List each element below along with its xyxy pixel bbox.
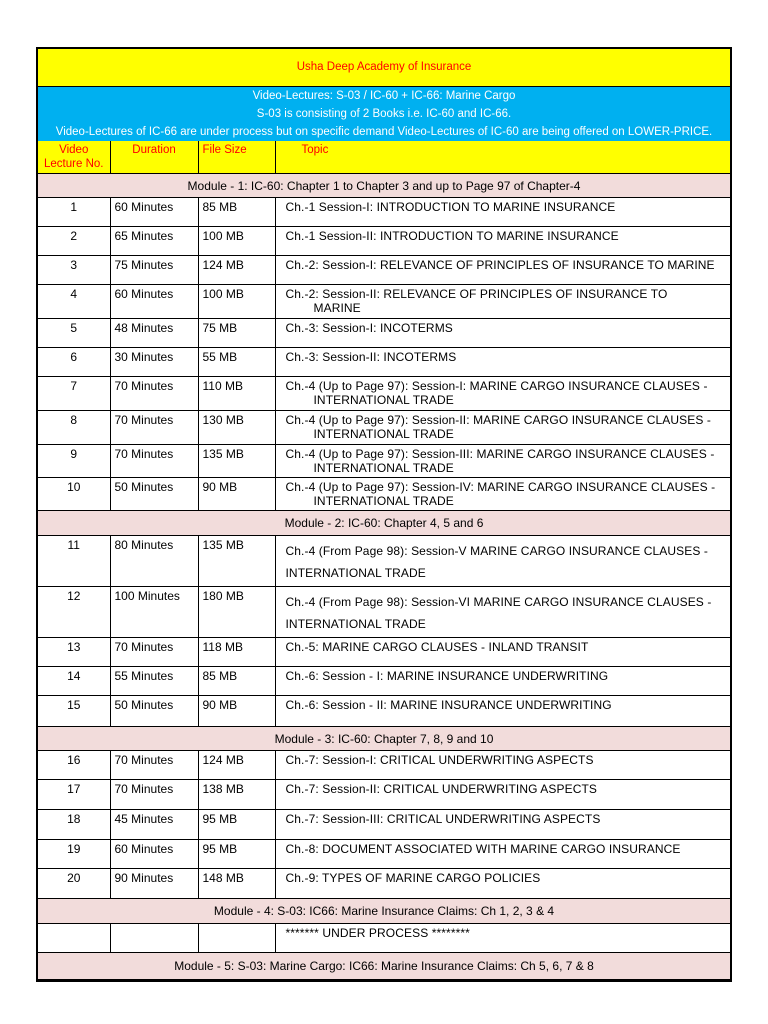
lecture-number: 11 bbox=[38, 536, 110, 587]
table-row bbox=[38, 780, 730, 810]
lecture-topic bbox=[275, 348, 730, 377]
lecture-duration: 80 Minutes bbox=[110, 536, 198, 587]
lecture-file-size: 110 MB bbox=[198, 377, 275, 411]
header-duration: Duration bbox=[110, 141, 198, 174]
topic-continuation: INTERNATIONAL TRADE bbox=[313, 393, 454, 407]
table-row bbox=[38, 924, 730, 953]
table-row bbox=[38, 478, 730, 511]
table-row bbox=[38, 377, 730, 411]
topic-line: Ch.-4 (Up to Page 97): Session-I: MARINE CARGO INSURANCE CLAUSES - bbox=[285, 379, 708, 393]
lecture-file-size: 148 MB bbox=[198, 869, 275, 899]
lecture-duration: 60 Minutes bbox=[110, 285, 198, 319]
lecture-topic bbox=[275, 869, 730, 899]
table-row bbox=[38, 869, 730, 899]
lecture-file-size: 135 MB bbox=[198, 445, 275, 478]
info-banner bbox=[38, 87, 730, 141]
lecture-number: 8 bbox=[38, 411, 110, 445]
header-file-size: File Size bbox=[198, 141, 275, 174]
table-row bbox=[38, 587, 730, 638]
lecture-file-size: 118 MB bbox=[198, 638, 275, 667]
lecture-duration: 48 Minutes bbox=[110, 319, 198, 348]
lecture-file-size: 130 MB bbox=[198, 411, 275, 445]
topic-line: Ch.-6: Session - I: MARINE INSURANCE UNDERWRITING bbox=[285, 669, 609, 683]
lecture-number: 2 bbox=[38, 227, 110, 256]
lecture-duration: 65 Minutes bbox=[110, 227, 198, 256]
lecture-table bbox=[38, 141, 730, 980]
lecture-topic bbox=[275, 445, 730, 478]
table-row bbox=[38, 445, 730, 478]
lecture-topic bbox=[275, 840, 730, 869]
lecture-number: 4 bbox=[38, 285, 110, 319]
header-lecture-no: Video Lecture No. bbox=[38, 141, 110, 174]
lecture-duration: 75 Minutes bbox=[110, 256, 198, 285]
lecture-duration: 70 Minutes bbox=[110, 638, 198, 667]
lecture-number: 1 bbox=[38, 198, 110, 227]
lecture-file-size: 85 MB bbox=[198, 667, 275, 696]
lecture-topic bbox=[275, 377, 730, 411]
table-row bbox=[38, 348, 730, 377]
lecture-file-size: 100 MB bbox=[198, 285, 275, 319]
lecture-duration: 70 Minutes bbox=[110, 751, 198, 780]
module-title: Module - 4: S-03: IC66: Marine Insurance Claims: Ch 1, 2, 3 & 4 bbox=[38, 899, 730, 924]
table-row bbox=[38, 536, 730, 587]
table-row bbox=[38, 411, 730, 445]
table-row bbox=[38, 198, 730, 227]
table-row bbox=[38, 840, 730, 869]
lecture-number: 6 bbox=[38, 348, 110, 377]
lecture-number: 5 bbox=[38, 319, 110, 348]
topic-line: Ch.-4 (From Page 98): Session-V MARINE CARGO INSURANCE CLAUSES - bbox=[285, 544, 709, 558]
lecture-duration: 55 Minutes bbox=[110, 667, 198, 696]
lecture-number: 17 bbox=[38, 780, 110, 810]
lecture-duration: 70 Minutes bbox=[110, 411, 198, 445]
academy-title: Usha Deep Academy of Insurance bbox=[38, 49, 730, 87]
lecture-number: 3 bbox=[38, 256, 110, 285]
lecture-file-size: 95 MB bbox=[198, 840, 275, 869]
lecture-number: 13 bbox=[38, 638, 110, 667]
lecture-duration: 45 Minutes bbox=[110, 810, 198, 840]
lecture-duration: 30 Minutes bbox=[110, 348, 198, 377]
module-header-row bbox=[38, 727, 730, 751]
module-header-row bbox=[38, 511, 730, 536]
lecture-file-size: 55 MB bbox=[198, 348, 275, 377]
topic-continuation: INTERNATIONAL TRADE bbox=[285, 566, 426, 580]
lecture-topic bbox=[275, 667, 730, 696]
lecture-file-size: 100 MB bbox=[198, 227, 275, 256]
lecture-number: 15 bbox=[38, 696, 110, 727]
table-row bbox=[38, 256, 730, 285]
header-topic: Topic bbox=[275, 141, 730, 174]
topic-line: Ch.-4 (Up to Page 97): Session-III: MARINE CARGO INSURANCE CLAUSES - bbox=[285, 447, 715, 461]
lecture-topic bbox=[275, 751, 730, 780]
topic-line: Ch.-7: Session-II: CRITICAL UNDERWRITING ASPECTS bbox=[285, 782, 598, 796]
lecture-topic bbox=[275, 810, 730, 840]
lecture-number: 14 bbox=[38, 667, 110, 696]
topic-continuation: INTERNATIONAL TRADE bbox=[313, 461, 454, 475]
topic-line: Ch.-7: Session-III: CRITICAL UNDERWRITING ASPECTS bbox=[285, 812, 601, 826]
lecture-number: 18 bbox=[38, 810, 110, 840]
lecture-topic bbox=[275, 924, 730, 953]
table-row bbox=[38, 227, 730, 256]
lecture-duration: 60 Minutes bbox=[110, 840, 198, 869]
lecture-file-size: 90 MB bbox=[198, 478, 275, 511]
table-row bbox=[38, 696, 730, 727]
table-row bbox=[38, 638, 730, 667]
lecture-topic bbox=[275, 198, 730, 227]
lecture-number: 19 bbox=[38, 840, 110, 869]
lecture-topic bbox=[275, 285, 730, 319]
lecture-file-size: 85 MB bbox=[198, 198, 275, 227]
lecture-topic bbox=[275, 411, 730, 445]
topic-line: Ch.-7: Session-I: CRITICAL UNDERWRITING ASPECTS bbox=[285, 753, 594, 767]
lecture-duration: 50 Minutes bbox=[110, 478, 198, 511]
topic-line: Ch.-1 Session-II: INTRODUCTION TO MARINE INSURANCE bbox=[285, 229, 619, 243]
module-header-row bbox=[38, 953, 730, 980]
topic-line: Ch.-2: Session-I: RELEVANCE OF PRINCIPLES OF INSURANCE TO MARINE bbox=[285, 258, 715, 272]
module-title: Module - 1: IC-60: Chapter 1 to Chapter 3 and up to Page 97 of Chapter-4 bbox=[38, 174, 730, 198]
lecture-topic bbox=[275, 256, 730, 285]
topic-line: Ch.-5: MARINE CARGO CLAUSES - INLAND TRANSIT bbox=[285, 640, 589, 654]
topic-line: Ch.-6: Session - II: MARINE INSURANCE UNDERWRITING bbox=[285, 698, 612, 712]
lecture-duration: 60 Minutes bbox=[110, 198, 198, 227]
lecture-file-size: 90 MB bbox=[198, 696, 275, 727]
topic-line: Ch.-9: TYPES OF MARINE CARGO POLICIES bbox=[285, 871, 541, 885]
lecture-duration: 50 Minutes bbox=[110, 696, 198, 727]
lecture-file-size: 138 MB bbox=[198, 780, 275, 810]
topic-line: ******* UNDER PROCESS ******** bbox=[285, 926, 470, 940]
module-title: Module - 3: IC-60: Chapter 7, 8, 9 and 10 bbox=[38, 727, 730, 751]
lecture-number: 16 bbox=[38, 751, 110, 780]
lecture-file-size: 135 MB bbox=[198, 536, 275, 587]
table-row bbox=[38, 667, 730, 696]
module-header-row bbox=[38, 899, 730, 924]
table-header-row bbox=[38, 141, 730, 174]
lecture-file-size: 124 MB bbox=[198, 256, 275, 285]
table-row bbox=[38, 319, 730, 348]
lecture-file-size: 95 MB bbox=[198, 810, 275, 840]
topic-continuation: INTERNATIONAL TRADE bbox=[313, 427, 454, 441]
lecture-file-size: 75 MB bbox=[198, 319, 275, 348]
lecture-number: 12 bbox=[38, 587, 110, 638]
topic-line: Ch.-3: Session-I: INCOTERMS bbox=[285, 321, 453, 335]
lecture-duration: 100 Minutes bbox=[110, 587, 198, 638]
topic-continuation: INTERNATIONAL TRADE bbox=[313, 494, 454, 508]
lecture-topic bbox=[275, 227, 730, 256]
lecture-number: 7 bbox=[38, 377, 110, 411]
lecture-file-size: 180 MB bbox=[198, 587, 275, 638]
module-title: Module - 5: S-03: Marine Cargo: IC66: Marine Insurance Claims: Ch 5, 6, 7 & 8 bbox=[38, 953, 730, 980]
lecture-sheet bbox=[36, 47, 732, 982]
table-row bbox=[38, 751, 730, 780]
lecture-topic bbox=[275, 638, 730, 667]
topic-line: Ch.-1 Session-I: INTRODUCTION TO MARINE INSURANCE bbox=[285, 200, 616, 214]
info-line: S-03 is consisting of 2 Books i.e. IC-60 and IC-66. bbox=[256, 108, 512, 120]
lecture-duration: 70 Minutes bbox=[110, 780, 198, 810]
lecture-number: 20 bbox=[38, 869, 110, 899]
topic-line: Ch.-4 (Up to Page 97): Session-IV: MARINE CARGO INSURANCE CLAUSES - bbox=[285, 480, 716, 494]
lecture-topic bbox=[275, 780, 730, 810]
lecture-duration: 70 Minutes bbox=[110, 445, 198, 478]
topic-line: Ch.-4 (Up to Page 97): Session-II: MARINE CARGO INSURANCE CLAUSES - bbox=[285, 413, 711, 427]
module-title: Module - 2: IC-60: Chapter 4, 5 and 6 bbox=[38, 511, 730, 536]
table-row bbox=[38, 285, 730, 319]
lecture-duration bbox=[110, 924, 198, 953]
topic-line: Ch.-8: DOCUMENT ASSOCIATED WITH MARINE CARGO INSURANCE bbox=[285, 842, 681, 856]
topic-line: Ch.-4 (From Page 98): Session-VI MARINE CARGO INSURANCE CLAUSES - bbox=[285, 595, 712, 609]
lecture-file-size bbox=[198, 924, 275, 953]
lecture-topic bbox=[275, 478, 730, 511]
lecture-topic bbox=[275, 587, 730, 638]
topic-line: Ch.-2: Session-II: RELEVANCE OF PRINCIPLES OF INSURANCE TO bbox=[285, 287, 668, 301]
lecture-number bbox=[38, 924, 110, 953]
lecture-number: 10 bbox=[38, 478, 110, 511]
topic-line: Ch.-3: Session-II: INCOTERMS bbox=[285, 350, 457, 364]
lecture-number: 9 bbox=[38, 445, 110, 478]
lecture-topic bbox=[275, 319, 730, 348]
info-line: Video-Lectures of IC-66 are under process but on specific demand Video-Lectures of IC-60 are being offered on LOWER-PRICE. bbox=[55, 126, 713, 138]
info-line: Video-Lectures: S-03 / IC-60 + IC-66: Marine Cargo bbox=[252, 90, 516, 102]
lecture-duration: 70 Minutes bbox=[110, 377, 198, 411]
table-row bbox=[38, 810, 730, 840]
lecture-topic bbox=[275, 536, 730, 587]
lecture-file-size: 124 MB bbox=[198, 751, 275, 780]
topic-continuation: INTERNATIONAL TRADE bbox=[285, 617, 426, 631]
lecture-topic bbox=[275, 696, 730, 727]
topic-continuation: MARINE bbox=[313, 301, 361, 315]
module-header-row bbox=[38, 174, 730, 198]
lecture-duration: 90 Minutes bbox=[110, 869, 198, 899]
